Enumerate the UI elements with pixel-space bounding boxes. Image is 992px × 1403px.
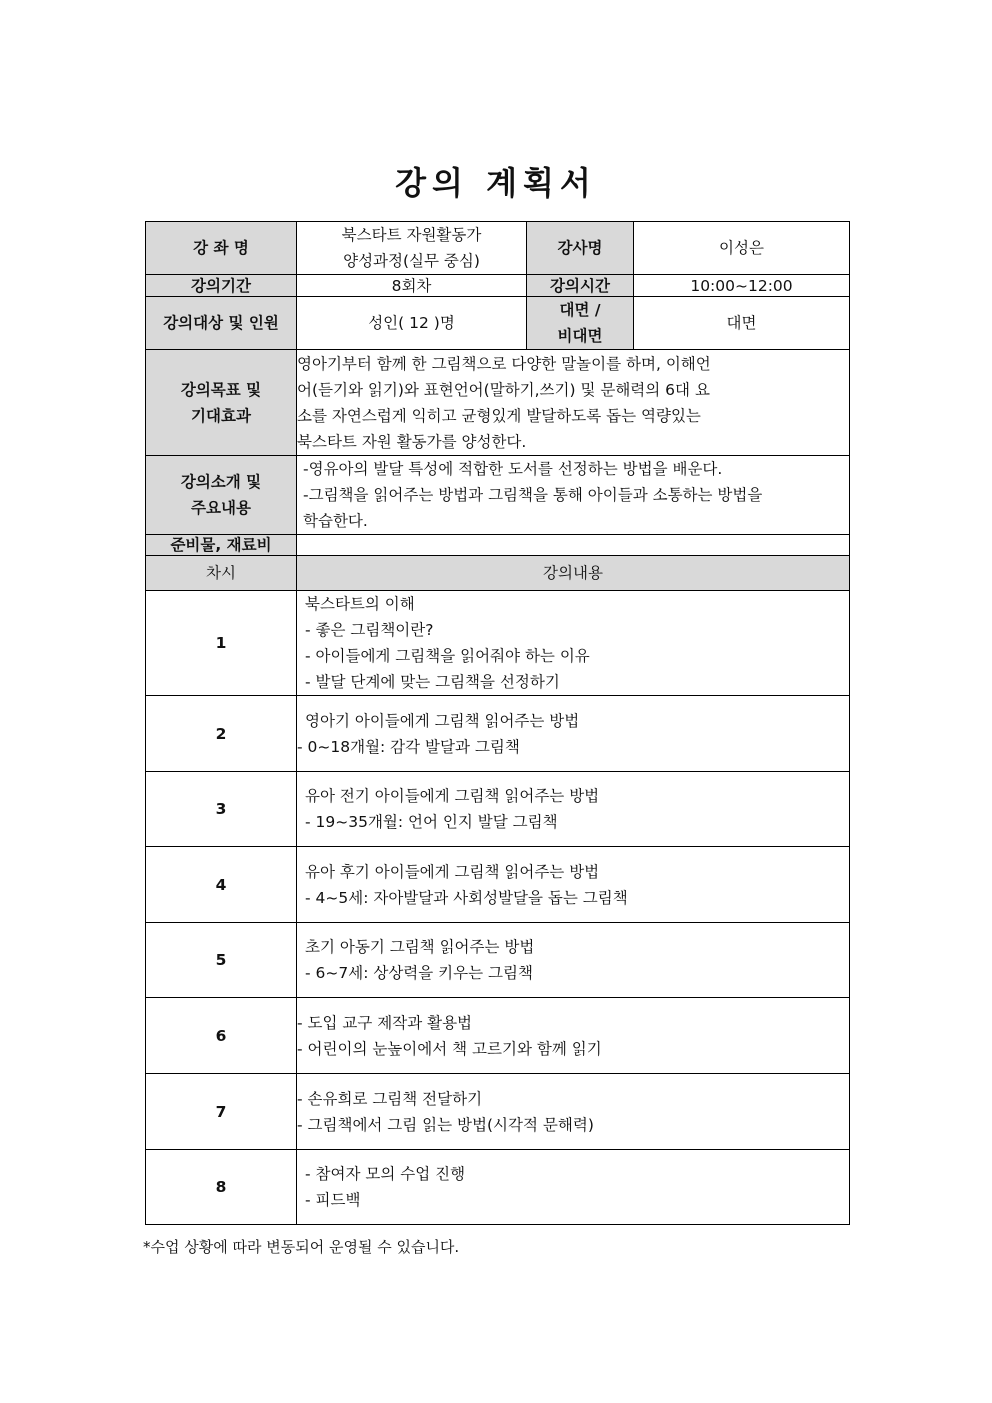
session-line: 영아기 아이들에게 그림책 읽어주는 방법 [305,711,580,730]
session-line: - 0~18개월: 감각 발달과 그림책 [297,737,520,756]
session-line: - 참여자 모의 수업 진행 [305,1165,466,1183]
intro-label-line-2: 주요내용 [191,499,251,517]
session-row [146,591,850,696]
session-number: 4 [146,847,297,923]
session-line: - 19~35개월: 언어 인지 발달 그림책 [305,813,558,831]
session-number: 5 [146,923,297,998]
target-row [146,297,850,350]
goal-line: 어(듣기와 읽기)와 표현언어(말하기,쓰기) 및 문해력의 6대 요 [297,380,710,399]
intro-line: 학습한다. [303,512,368,530]
goal-line: 영아기부터 함께 한 그림책으로 다양한 말놀이를 하며, 이해언 [297,354,711,373]
goal-label [146,350,297,456]
goal-text [297,350,850,456]
session-line: - 그림책에서 그림 읽는 방법(시각적 문해력) [297,1115,594,1134]
session-row [146,923,850,998]
materials-value [297,535,850,556]
lecture-plan-table [145,221,850,1225]
session-row [146,772,850,847]
time-value: 10:00~12:00 [634,275,850,297]
schedule-header-row [146,556,850,591]
session-content [297,923,850,998]
target-label: 강의대상 및 인원 [146,297,297,350]
intro-row [146,456,850,535]
session-line: - 피드백 [305,1191,361,1209]
session-number: 1 [146,591,297,696]
session-line: - 6~7세: 상상력을 키우는 그림책 [305,964,533,982]
period-row [146,275,850,297]
session-content [297,998,850,1074]
session-row [146,847,850,923]
target-value: 성인( 12 )명 [297,297,527,350]
goal-line: 소를 자연스럽게 익히고 균형있게 발달하도록 돕는 역량있는 [297,406,701,425]
session-content [297,1150,850,1225]
session-content [297,591,850,696]
session-number: 8 [146,1150,297,1225]
session-line: 북스타트의 이해 [305,595,415,613]
intro-line: -영유아의 발달 특성에 적합한 도서를 선정하는 방법을 배운다. [303,460,723,478]
session-line: - 4~5세: 자아발달과 사회성발달을 돕는 그림책 [305,888,628,907]
session-row [146,1074,850,1150]
course-name-line-1: 북스타트 자원활동가 [341,226,482,244]
session-header: 차시 [146,556,297,591]
period-value: 8회차 [297,275,527,297]
mode-label [527,297,634,350]
session-content [297,847,850,923]
session-number: 7 [146,1074,297,1150]
session-number: 6 [146,998,297,1074]
session-line: - 아이들에게 그림책을 읽어줘야 하는 이유 [305,647,590,665]
intro-line: -그림책을 읽어주는 방법과 그림책을 통해 아이들과 소통하는 방법을 [303,486,763,504]
session-number: 2 [146,696,297,772]
intro-label-line-1: 강의소개 및 [180,473,262,491]
goal-label-line-1: 강의목표 및 [180,380,262,399]
instructor-label: 강사명 [527,222,634,275]
mode-label-line-1: 대면 / [559,301,601,319]
session-content [297,772,850,847]
session-row [146,696,850,772]
session-row [146,998,850,1074]
materials-label: 준비물, 재료비 [146,535,297,556]
goal-label-line-2: 기대효과 [191,406,251,425]
session-line: - 어린이의 눈높이에서 책 고르기와 함께 읽기 [297,1039,602,1058]
intro-text [297,456,850,535]
session-line: 유아 전기 아이들에게 그림책 읽어주는 방법 [305,787,600,805]
course-name-line-2: 양성과정(실무 중심) [343,252,480,270]
session-row [146,1150,850,1225]
session-line: - 발달 단계에 맞는 그림책을 선정하기 [305,673,560,691]
session-content [297,1074,850,1150]
instructor-name: 이성은 [634,222,850,275]
session-line: - 좋은 그림책이란? [305,621,434,639]
course-name [297,222,527,275]
goal-row [146,350,850,456]
mode-label-line-2: 비대면 [557,327,603,345]
course-label: 강 좌 명 [146,222,297,275]
sessions-list [146,591,850,1225]
session-content [297,696,850,772]
session-line: 유아 후기 아이들에게 그림책 읽어주는 방법 [305,862,600,881]
session-number: 3 [146,772,297,847]
time-label: 강의시간 [527,275,634,297]
footnote: *수업 상황에 따라 변동되어 운영될 수 있습니다. [143,1238,460,1256]
session-line: - 도입 교구 제작과 활용법 [297,1013,473,1032]
materials-row [146,535,850,556]
period-label: 강의기간 [146,275,297,297]
course-row [146,222,850,275]
goal-line: 북스타트 자원 활동가를 양성한다. [297,432,527,451]
content-header: 강의내용 [297,556,850,591]
session-line: 초기 아동기 그림책 읽어주는 방법 [305,938,535,956]
session-line: - 손유희로 그림책 전달하기 [297,1089,483,1108]
page-title: 강의 계획서 [395,164,597,202]
intro-label [146,456,297,535]
mode-value: 대면 [634,297,850,350]
